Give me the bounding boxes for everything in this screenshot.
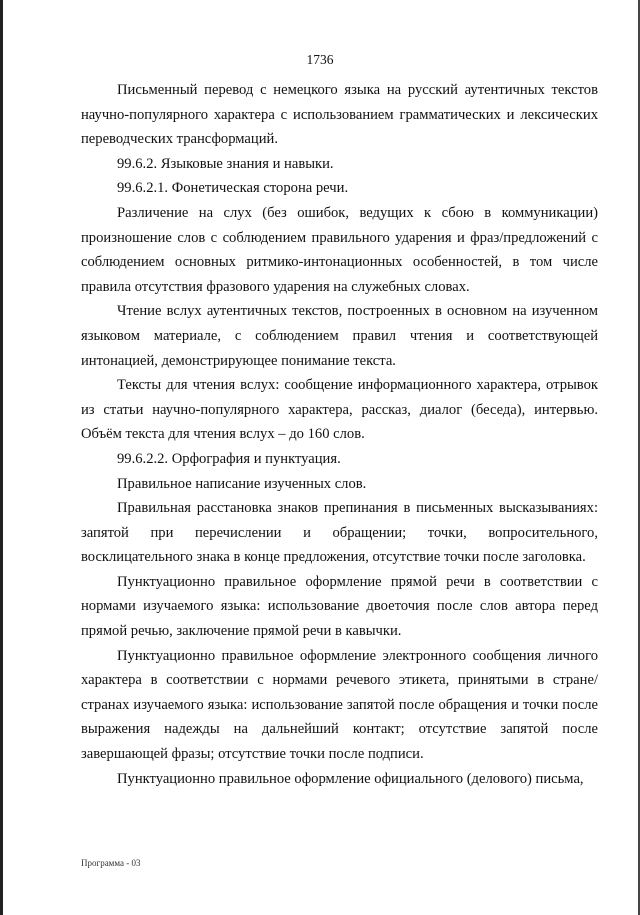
subsection-heading: 99.6.2.2. Орфография и пунктуация.	[117, 450, 341, 467]
paragraph: Различение на слух (без ошибок, ведущих к сбою в коммуникации) произношение слов с соблюдением правильного ударения и фраз/предложений с соблюдением основных ритмико-интонационных особенностей, в том числе правила отсутствия фразового ударения на служебных словах.	[81, 204, 598, 295]
paragraph: Пунктуационно правильное оформление официального (делового) письма,	[117, 770, 584, 787]
paragraph: Письменный перевод с немецкого языка на русский аутентичных текстов научно-популярного характера с использованием грамматических и лексических переводческих трансформаций.	[81, 82, 598, 148]
paragraph: Правильное написание изученных слов.	[117, 475, 367, 492]
paragraph: Чтение вслух аутентичных текстов, построенных в основном на изученном языковом материале, с соблюдением правил чтения и соответствующей интонацией, демонстрирующее понимание текста.	[81, 303, 598, 369]
paragraph: Пунктуационно правильное оформление прямой речи в соответствии с нормами изучаемого языка: использование двоеточия после слов автора перед прямой речью, заключение прямой речи в кавычки.	[81, 573, 598, 640]
page-number: 1736	[306, 52, 334, 67]
paragraph: Пунктуационно правильное оформление электронного сообщения личного характера в соответствии с нормами речевого этикета, принятыми в стране/странах изучаемого языка: использование запятой после обращения и точки после выражения надежды на дальнейший контакт; отсутствие запятой после завершающей фразы; отсутствие точки после подписи.	[81, 647, 598, 763]
section-heading: 99.6.2. Языковые знания и навыки.	[117, 155, 334, 172]
paragraph: Правильная расстановка знаков препинания в письменных высказываниях: запятой при перечислении и обращении; точки, вопросительного, восклицательного знака в конце предложения, отсутствие точки после заголовка.	[81, 500, 598, 566]
body-text	[81, 78, 598, 791]
paragraph: Тексты для чтения вслух: сообщение информационного характера, отрывок из статьи научно-популярного характера, рассказ, диалог (беседа), интервью. Объём текста для чтения вслух – до 160 слов.	[81, 377, 598, 443]
scan-edge-left	[0, 0, 3, 915]
subsection-heading: 99.6.2.1. Фонетическая сторона речи.	[117, 180, 349, 197]
footer-label: Программа - 03	[81, 858, 141, 868]
